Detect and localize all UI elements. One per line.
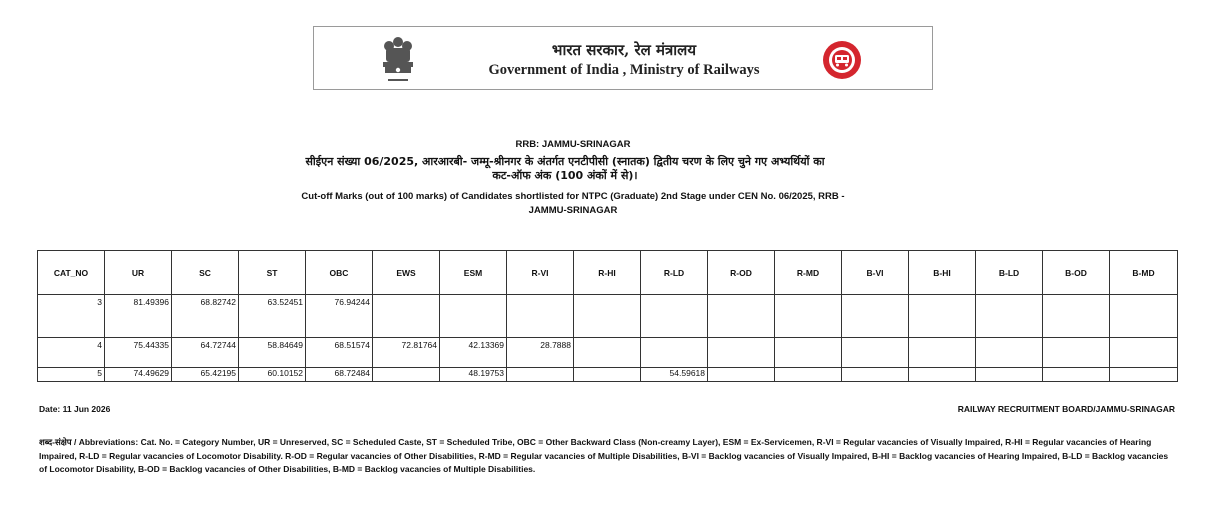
board-signature: RAILWAY RECRUITMENT BOARD/JAMMU-SRINAGAR — [957, 404, 1175, 414]
column-header: OBC — [306, 251, 373, 295]
column-header: R-OD — [708, 251, 775, 295]
notice-title-english: Cut-off Marks (out of 100 marks) of Candidates shortlisted for NTPC (Graduate) 2nd Stage under CEN No. 06/2025, RRB - JAMMU-SRINAGAR — [301, 191, 845, 216]
table-cell: 68.82742 — [172, 295, 239, 338]
table-cell — [574, 368, 641, 382]
table-header-row — [38, 251, 1178, 295]
column-header: ST — [239, 251, 306, 295]
ministry-header — [313, 26, 933, 90]
table-cell: 48.19753 — [440, 368, 507, 382]
table-cell: 72.81764 — [373, 338, 440, 368]
table-row — [38, 295, 1178, 338]
table-cell: 75.44335 — [105, 338, 172, 368]
column-header: R-LD — [641, 251, 708, 295]
table-cell — [775, 338, 842, 368]
column-header: R-MD — [775, 251, 842, 295]
column-header: R-HI — [574, 251, 641, 295]
table-cell — [708, 368, 775, 382]
table-cell — [507, 368, 574, 382]
table-cell — [842, 368, 909, 382]
column-header: EWS — [373, 251, 440, 295]
column-header: B-OD — [1043, 251, 1110, 295]
table-cell: 58.84649 — [239, 338, 306, 368]
column-header: CAT_NO — [38, 251, 105, 295]
table-cell: 54.59618 — [641, 368, 708, 382]
table-cell — [976, 368, 1043, 382]
table-cell: 63.52451 — [239, 295, 306, 338]
table-cell: 60.10152 — [239, 368, 306, 382]
table-cell — [641, 338, 708, 368]
table-cell — [1043, 295, 1110, 338]
table-cell: 68.51574 — [306, 338, 373, 368]
table-cell — [909, 338, 976, 368]
table-cell: 3 — [38, 295, 105, 338]
column-header: UR — [105, 251, 172, 295]
table-cell — [440, 295, 507, 338]
notice-title-hindi: सीईएन संख्या 06/2025, आरआरबी- जम्मू-श्रीनगर के अंतर्गत एनटीपीसी (स्नातक) द्वितीय चरण के लिए चुने गए अभ्यर्थियों का कट-ऑफ अंक (100 अंकों में से)। — [305, 155, 825, 182]
table-cell — [775, 368, 842, 382]
column-header: SC — [172, 251, 239, 295]
rrb-name: RRB: JAMMU-SRINAGAR — [515, 139, 631, 150]
table-cell — [909, 368, 976, 382]
table-cell — [708, 295, 775, 338]
table-cell — [1043, 368, 1110, 382]
column-header: B-LD — [976, 251, 1043, 295]
table-cell — [1110, 338, 1178, 368]
table-cell: 81.49396 — [105, 295, 172, 338]
column-header: B-HI — [909, 251, 976, 295]
table-cell — [373, 368, 440, 382]
column-header: B-MD — [1110, 251, 1178, 295]
table-row — [38, 368, 1178, 382]
table-cell — [775, 295, 842, 338]
table-cell — [574, 295, 641, 338]
table-row — [38, 338, 1178, 368]
table-cell — [1110, 368, 1178, 382]
table-cell — [1043, 338, 1110, 368]
table-cell: 42.13369 — [440, 338, 507, 368]
table-cell — [976, 295, 1043, 338]
table-cell: 65.42195 — [172, 368, 239, 382]
table-cell — [976, 338, 1043, 368]
table-cell: 74.49629 — [105, 368, 172, 382]
ministry-title-english: Government of India , Ministry of Railways — [488, 62, 760, 78]
table-cell: 64.72744 — [172, 338, 239, 368]
national-emblem-icon — [376, 34, 420, 84]
table-cell — [708, 338, 775, 368]
table-cell — [909, 295, 976, 338]
table-cell: 5 — [38, 368, 105, 382]
publication-date: Date: 11 Jun 2026 — [39, 404, 111, 414]
table-cell — [1110, 295, 1178, 338]
column-header: R-VI — [507, 251, 574, 295]
abbreviations-note: शब्द-संक्षेप / Abbreviations: Cat. No. = Category Number, UR = Unreserved, SC = Scheduled Caste, ST = Scheduled Tribe, OBC = Other Backward Class (Non-creamy Layer), ESM = Ex-Servicemen, R-VI = Regular vacancies of Visually Impaired, R-HI = Regular vacancies of Hearing Impaired, R-LD = Regular vacancies of Locomotor Disability. R-OD = Regular vacancies of Other Disabilities, R-MD = Regular vacancies of Multiple Disabilities, B-VI = Backlog vacancies of Visually Impaired, B-HI = Backlog vacancies of Hearing Impaired, B-LD = Backlog vacancies of Locomotor Disability, B-OD = Backlog vacancies of Other Disabilities, B-MD = Backlog vacancies of Multiple Disabilities. — [39, 437, 1169, 474]
table-cell: 4 — [38, 338, 105, 368]
table-cell: 68.72484 — [306, 368, 373, 382]
column-header: ESM — [440, 251, 507, 295]
table-cell — [574, 338, 641, 368]
table-cell — [507, 295, 574, 338]
cutoff-marks-table — [37, 250, 1178, 382]
column-header: B-VI — [842, 251, 909, 295]
table-cell — [842, 295, 909, 338]
table-cell: 76.94244 — [306, 295, 373, 338]
table-cell — [842, 338, 909, 368]
table-cell: 28.7888 — [507, 338, 574, 368]
table-cell — [641, 295, 708, 338]
table-cell — [373, 295, 440, 338]
ministry-title-hindi: भारत सरकार, रेल मंत्रालय — [551, 41, 697, 59]
indian-railways-logo-icon — [822, 40, 862, 80]
